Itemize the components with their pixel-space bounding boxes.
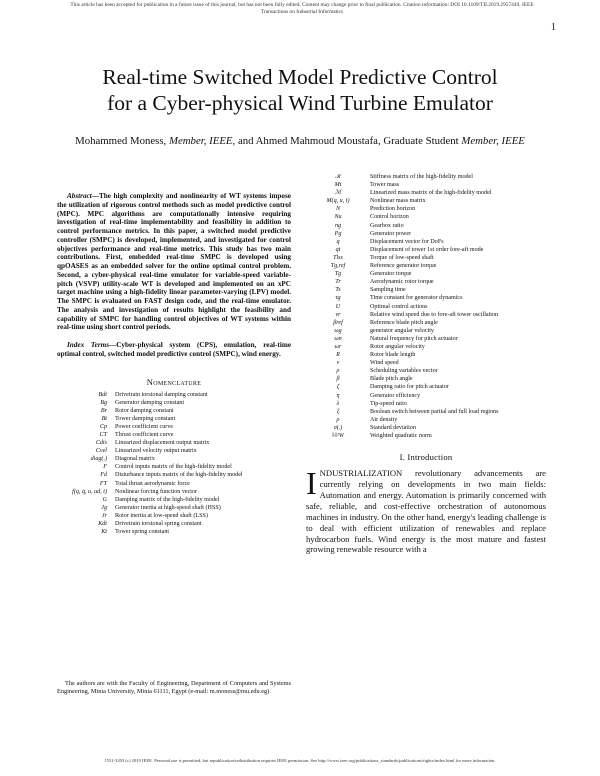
nomenclature-description: Generator torque <box>370 271 412 278</box>
nomenclature-row <box>306 383 546 391</box>
nomenclature-symbol: Kdt <box>98 521 107 527</box>
nomenclature-description: Wind speed <box>370 360 399 367</box>
nomenclature-symbol: ℳ <box>334 190 342 197</box>
nomenclature-row <box>306 327 546 335</box>
nomenclature-symbol: Bdt <box>98 391 107 398</box>
nomenclature-description: Linearized mass matrix of the high-fidelity model <box>370 190 492 197</box>
nomenclature-row <box>306 335 546 343</box>
nomenclature-symbol: ‖·‖²W <box>332 433 344 439</box>
nomenclature-row <box>306 230 546 238</box>
nomenclature-description: Total thrust aerodynamic force <box>115 480 190 487</box>
nomenclature-description: Displacement vector for DoFs <box>370 238 444 245</box>
nomenclature-symbol: ξ <box>336 408 340 415</box>
nomenclature-symbol: Jg <box>101 504 107 511</box>
nomenclature-symbol: q <box>336 238 340 245</box>
nomenclature-description: Diagonal matrix <box>115 456 155 463</box>
nomenclature-row <box>306 189 546 197</box>
nomenclature-row <box>57 415 277 423</box>
abstract-text: —The high complexity and nonlinearity of WT systems impose the utilization of rigorous control methods such as model predictive control (MPC). MPC algorithms are computationally intensive requiring investigation of real-time implementability and feasibility in addition to control performance metrics. In this paper, a switched model predictive controller (SMPC) is developed, implemented, and investigated for control objectives performance and real-time metrics. This study has two main contributions. First, embedded real-time SMPC is developed using qpOASES as an embedded solver for the online optimal control problem. Second, a cyber-physical real-time emulator for variable-speed variable-pitch (VSVP) utility-scale WT is developed and implemented on an xPC target machine using a high-fidelity linear parameter-varying (LPV) model. The SMPC is evaluated on FAST design code, and the real-time emulator. The analysis and investigation of results highlight the feasibility and capability of SMPC for handling control objectives of WT systems within real-time using short control periods. <box>57 192 291 332</box>
nomenclature-description: Boolean switch between partial and full load regions <box>370 408 499 415</box>
section-heading: I. Introduction <box>399 452 453 463</box>
title-line-1: Real-time Switched Model Predictive Control <box>102 65 498 89</box>
nomenclature-row <box>306 197 546 205</box>
author-1-role: Member, IEEE, <box>168 135 236 147</box>
nomenclature-symbol: Tg,ref <box>330 263 346 270</box>
nomenclature-description: Gearbox ratio <box>370 222 404 229</box>
nomenclature-row <box>306 254 546 262</box>
nomenclature-row <box>57 520 277 528</box>
nomenclature-symbol: Fd <box>100 472 107 479</box>
nomenclature-symbol: CT <box>99 431 107 438</box>
nomenclature-symbol: Kt <box>101 529 107 536</box>
nomenclature-symbol: Mt <box>334 182 342 189</box>
nomenclature-row <box>57 423 277 431</box>
nomenclature-description: Generator inertia at high-speed shaft (HSS) <box>115 504 221 511</box>
nomenclature-row <box>57 391 277 399</box>
nomenclature-description: Drivetrain torsional damping constant <box>115 391 208 398</box>
nomenclature-row <box>306 205 546 213</box>
nomenclature-symbol: FT <box>99 480 107 487</box>
nomenclature-row <box>306 424 546 432</box>
nomenclature-symbol: η <box>336 392 340 399</box>
nomenclature-row <box>57 431 277 439</box>
nomenclature-row <box>306 367 546 375</box>
nomenclature-row <box>306 222 546 230</box>
nomenclature-description: Linearized velocity output matrix <box>115 448 197 455</box>
header-journal: Transactions on Industrial Informatics <box>260 9 344 15</box>
nomenclature-description: Rotor inertia at low-speed shaft (LSS) <box>115 512 208 519</box>
nomenclature-description: Tip-speed ratio <box>370 400 407 407</box>
nomenclature-row <box>306 359 546 367</box>
nomenclature-row <box>57 496 277 504</box>
nomenclature-row <box>306 311 546 319</box>
nomenclature-symbol: N <box>335 206 341 213</box>
nomenclature-description: Time constant for generator dynamics <box>370 295 463 302</box>
nomenclature-row <box>306 294 546 302</box>
nomenclature-row <box>57 463 277 471</box>
nomenclature-row <box>306 213 546 221</box>
nomenclature-description: Tower mass <box>370 182 400 189</box>
nomenclature-symbol: Br <box>100 407 107 414</box>
nomenclature-row <box>306 262 546 270</box>
title-line-2: for a Cyber-physical Wind Turbine Emulator <box>107 91 493 115</box>
nomenclature-symbol: U <box>335 303 341 310</box>
nomenclature-symbol: ωr <box>334 343 342 350</box>
nomenclature-description: Generator power <box>370 230 412 237</box>
nomenclature-symbol: Pg <box>334 230 342 237</box>
nomenclature-description: Linearized displacement output matrix <box>115 440 210 447</box>
nomenclature-description: generator angular velocity <box>370 327 434 334</box>
nomenclature-symbol: τg <box>335 295 341 302</box>
nomenclature-description: Prediction horizon <box>370 206 416 213</box>
page-number: 1 <box>551 22 556 33</box>
nomenclature-symbol: diag(.) <box>90 456 107 463</box>
nomenclature-description: Relative wind speed due to fore-aft tower oscillation <box>370 311 499 318</box>
nomenclature-description: Tower spring constant <box>115 529 170 536</box>
intro-paragraph <box>306 465 546 555</box>
nomenclature-row <box>306 246 546 254</box>
intro-text: NDUSTRIALIZATION revolutionary advancements are currently relying on developments in two main fields: Automation and energy. Automation is primarily concerned with safe, reliable, and cost-effective orchestration of autonomous machines in industry. On the other hand, energy's leading challenge is to deal with efficient utilization of renewables and replace hydrocarbon fuels. Wind energy is the most mature and fastest growing renewable resource with a <box>306 468 546 555</box>
nomenclature-symbol: ρ <box>336 416 340 423</box>
nomenclature-description: Power coefficient curve <box>115 423 174 430</box>
nomenclature-description: Thrust coefficient curve <box>115 431 174 438</box>
author-footnote: The authors are with the Faculty of Engineering, Department of Computers and Systems Engineering, Minia University, Minia 61111, Egypt (e-mail: m.moness@mu.edu.eg). <box>57 680 291 695</box>
nomenclature-description: Air density <box>370 416 398 423</box>
nomenclature-symbol: Cvel <box>95 448 107 455</box>
paper-title <box>40 64 560 116</box>
nomenclature-description: Torque of low-speed shaft <box>370 254 434 261</box>
nomenclature-description: Blade pitch angle <box>370 376 413 383</box>
abstract <box>57 192 291 332</box>
left-column <box>57 192 291 536</box>
nomenclature-symbol: Bt <box>101 415 107 422</box>
nomenclature-row <box>57 399 277 407</box>
nomenclature-table-right <box>306 173 546 440</box>
author-line <box>60 134 540 148</box>
nomenclature-row <box>306 408 546 416</box>
drop-cap: I <box>306 465 317 502</box>
nomenclature-description: Natural frequency for pitch actuator <box>370 335 458 342</box>
nomenclature-description: Standard deviation <box>370 424 416 431</box>
nomenclature-description: Generator damping constant <box>115 399 185 406</box>
nomenclature-symbol: Tg <box>334 271 342 278</box>
nomenclature-row <box>57 480 277 488</box>
nomenclature-row <box>306 351 546 359</box>
nomenclature-symbol: Nu <box>334 214 342 221</box>
nomenclature-description: Damping matrix of the high-fidelity model <box>115 496 220 503</box>
nomenclature-symbol: ng <box>334 222 342 229</box>
nomenclature-symbol: ζ <box>336 384 340 391</box>
index-terms <box>57 341 291 359</box>
nomenclature-row <box>306 270 546 278</box>
nomenclature-description: Damping ratio for pitch actuator <box>370 384 449 391</box>
nomenclature-description: Optimal control actions <box>370 303 428 310</box>
nomenclature-row <box>57 488 277 496</box>
index-terms-text: —Cyber-physical system (CPS), emulation, real-time optimal control, switched model predictive control (SMPC), wind energy. <box>57 341 292 358</box>
nomenclature-row <box>306 343 546 351</box>
nomenclature-row <box>306 400 546 408</box>
author-1: Mohammed Moness, <box>75 135 167 147</box>
nomenclature-description: Generator efficiency <box>370 392 421 399</box>
nomenclature-description: Weighted quadratic norm <box>370 433 432 439</box>
header-notice: This article has been accepted for publication in a future issue of this journal, but has not been fully edited. Content may change prior to final publication. Citation information: DOI 10.1109/TII.2019.2957449, IEEE <box>70 2 534 8</box>
nomenclature-symbol: Tlss <box>333 254 343 261</box>
nomenclature-row <box>57 504 277 512</box>
nomenclature-row <box>306 278 546 286</box>
nomenclature-symbol: qt <box>335 246 341 253</box>
nomenclature-row <box>306 238 546 246</box>
nomenclature-row <box>306 375 546 383</box>
nomenclature-description: Tower damping constant <box>115 415 176 422</box>
nomenclature-symbol: Cdis <box>95 440 107 447</box>
nomenclature-row <box>306 181 546 189</box>
nomenclature-description: Nonlinear forcing function vector <box>115 488 198 495</box>
nomenclature-symbol: v <box>336 360 340 367</box>
nomenclature-row <box>306 319 546 327</box>
nomenclature-description: Drivetrain torsional spring constant <box>115 521 202 527</box>
nomenclature-symbol: ωg <box>334 327 342 334</box>
nomenclature-table-left <box>57 391 277 537</box>
nomenclature-description: Disturbance inputs matrix of the high-fidelity model <box>115 472 243 479</box>
nomenclature-description: Displacement of tower 1st order fore-aft mode <box>370 246 484 253</box>
nomenclature-row <box>57 455 277 463</box>
nomenclature-symbol: Tr <box>335 279 341 286</box>
nomenclature-symbol: M(q, u, t) <box>326 198 350 205</box>
nomenclature-symbol: Ts <box>335 287 341 294</box>
nomenclature-symbol: σ(.) <box>333 424 343 431</box>
nomenclature-description: Control horizon <box>370 214 409 221</box>
nomenclature-symbol: G <box>102 496 107 503</box>
nomenclature-row <box>306 432 546 440</box>
nomenclature-symbol: 𝒦 <box>335 174 341 180</box>
nomenclature-description: Rotor damping constant <box>115 407 174 414</box>
nomenclature-description: Scheduling variables vector <box>370 368 438 375</box>
index-terms-lead: Index Terms <box>67 341 110 349</box>
nomenclature-description: Rotor blade length <box>370 352 416 359</box>
nomenclature-symbol: vr <box>335 311 341 318</box>
nomenclature-symbol: ωn <box>334 335 342 342</box>
copyright-footer: 1551-3203 (c) 2019 IEEE. Personal use is permitted, but republication/redistribution requires IEEE permission. See http://www.ieee.org/publications_standards/publications/rights/index.html for more information. <box>104 758 496 763</box>
nomenclature-row <box>57 439 277 447</box>
right-column <box>306 173 546 555</box>
nomenclature-symbol: λ <box>336 400 340 407</box>
nomenclature-description: Reference generator torque <box>370 263 437 270</box>
nomenclature-symbol: Jr <box>101 512 107 519</box>
running-header <box>28 2 576 16</box>
nomenclature-symbol: f(q, q̇, u, ud, t) <box>72 488 107 495</box>
nomenclature-description: Sampling time <box>370 287 406 294</box>
nomenclature-row <box>57 471 277 479</box>
nomenclature-row <box>306 303 546 311</box>
nomenclature-heading: Nomenclature <box>146 376 202 387</box>
nomenclature-description: Rotor angular velocity <box>370 343 425 350</box>
nomenclature-description: Control inputs matrix of the high-fidelity model <box>115 464 232 471</box>
nomenclature-row <box>57 447 277 455</box>
nomenclature-row <box>306 416 546 424</box>
nomenclature-row <box>306 286 546 294</box>
nomenclature-row <box>306 173 546 181</box>
nomenclature-description: Stiffness matrix of the high-fidelity model <box>370 174 473 180</box>
nomenclature-symbol: β <box>336 376 340 383</box>
nomenclature-row <box>57 528 277 536</box>
nomenclature-description: Nonlinear mass matrix <box>370 198 426 205</box>
nomenclature-description: Reference blade pitch angle <box>370 319 438 326</box>
nomenclature-symbol: R <box>336 352 340 359</box>
nomenclature-symbol: Bg <box>100 399 107 406</box>
nomenclature-row <box>57 512 277 520</box>
nomenclature-symbol: βref <box>333 319 343 326</box>
abstract-lead: Abstract <box>67 192 92 200</box>
nomenclature-symbol: Cp <box>99 423 107 430</box>
nomenclature-row <box>57 407 277 415</box>
author-2-role: Member, IEEE <box>461 135 525 147</box>
author-conj: and Ahmed Mahmoud Moustafa, Graduate Student <box>237 135 459 147</box>
nomenclature-symbol: ρ <box>336 368 340 375</box>
nomenclature-row <box>306 392 546 400</box>
nomenclature-description: Aerodynamic rotor torque <box>370 279 434 286</box>
nomenclature-symbol: F <box>103 464 107 471</box>
